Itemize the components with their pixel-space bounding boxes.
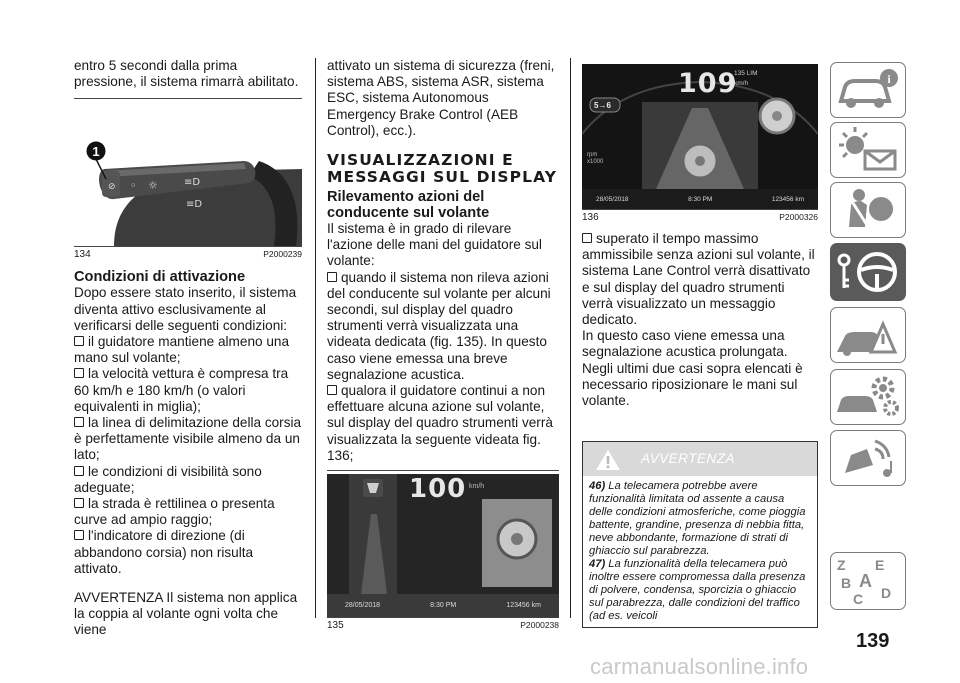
figure-callout: 1 [92,144,100,160]
figure-134-caption [74,246,302,260]
speed-unit: km/h [469,483,485,491]
warning-item-number: 46) [589,480,606,493]
bullet-item: superato il tempo massimo ammissibile senza azioni sul volante, il sistema Lane Control verrà disattivato e sul display del quadro strumenti verrà visualizzato un messaggio dedicato. [582,231,818,328]
figure-number: 136 [582,212,599,223]
page-number: 139 [856,630,890,652]
index-letter: Z [837,557,846,573]
col3-body: In questo caso viene emessa una segnalazione acustica prolungata. Negli ultimi due casi sopra elencati è necessario riposizionare le mani sul volante. [582,328,803,409]
display-date: 28/05/2018 [345,602,381,610]
speed-unit: km/h [734,80,749,87]
svg-text:≡D: ≡D [186,199,203,211]
column-2 [327,58,559,631]
col1-body: Dopo essere stato inserito, il sistema diventa attivo esclusivamente al verificarsi delle seguenti condizioni: [74,285,297,333]
speed-readout: 100 [409,474,467,505]
speed-limit: 135 LIM [734,70,758,77]
sidebar-tab-emergency[interactable] [830,307,906,363]
col1-intro: entro 5 secondi dalla prima pressione, il sistema rimarrà abilitato. [74,58,299,90]
sidebar-tab-starting-driving[interactable] [830,243,906,301]
figure-134-image [74,101,302,246]
display-time: 8:30 PM [430,602,457,610]
gear-indicator: 5→6 [594,101,611,110]
figure-136-image [582,64,818,209]
col2-body: Il sistema è in grado di rilevare l'azione delle mani del guidatore sul volante: [327,221,542,269]
speed-readout: 109 [678,68,738,99]
section-title: VISUALIZZAZIONI E MESSAGGI SUL DISPLAY [327,151,558,187]
figure-135-image [327,474,559,617]
display-odometer: 123456 km [771,195,804,203]
multimedia-icon [831,431,905,485]
svg-text:i: i [887,72,891,86]
svg-text:☼: ☼ [148,179,158,193]
col1-closing: AVVERTENZA Il sistema non applica la coppia al volante ogni volta che viene [74,590,298,638]
figure-136-caption [582,209,818,223]
warning-light-envelope-icon [831,123,905,177]
seatbelt-airbag-icon [831,183,905,237]
index-letter: D [881,585,892,601]
sub-heading: Rilevamento azioni del conducente sul volante [327,189,490,222]
col2-intro: attivato un sistema di sicurezza (freni, sistema ABS, sistema ASR, sistema ESC, sistema Autonomous Emergency Brake Control (AEB Control), ecc.). [327,58,555,138]
warning-box [582,441,818,628]
bullet-item: le condizioni di visibilità sono adeguate; [74,464,302,496]
bullet-item: l'indicatore di direzione (di abbandono corsia) non risulta attivato. [74,528,302,577]
index-letter: E [875,557,885,573]
column-divider [570,58,571,618]
column-divider [315,58,316,618]
index-letter: C [853,591,864,607]
sidebar-tab-dashboard[interactable] [830,62,906,118]
sidebar-tab-maintenance[interactable] [830,369,906,425]
watermark: carmanualsonline.info [590,654,809,679]
car-info-icon [831,63,905,117]
emergency-triangle-icon [831,308,905,362]
bullet-item: la velocità vettura è compresa tra 60 km/h e 180 km/h (o valori equivalenti in miglia); [74,366,302,415]
divider [74,98,302,99]
display-time: 8:30 PM [688,195,713,203]
rpm-label: rpm x1000 [587,152,604,165]
figure-code: P2000238 [520,620,559,631]
bullet-item: qualora il guidatore continui a non effettuare alcuna azione sul volante, sul display del quadro strumenti verrà visualizzata la seguente videata fig. 136; [327,383,559,464]
section-heading: Condizioni di attivazione [74,269,246,286]
bullet-item: quando il sistema non rileva azioni del conducente sul volante per alcuni secondi, sul display del quadro strumenti verrà visualizzata una videata dedicata (fig. 135). In questo caso viene emessa una breve segnalazione acustica. [327,270,559,383]
display-date: 28/05/2018 [596,195,629,203]
sidebar-tab-safety[interactable] [830,182,906,238]
figure-number: 134 [74,249,91,261]
bullet-item: la linea di delimitazione della corsia è perfettamente visibile almeno da un lato; [74,415,302,463]
figure-135-caption [327,617,559,631]
index-letter: B [841,575,852,591]
figure-code: P2000326 [779,212,818,222]
key-steering-wheel-icon [831,244,905,300]
divider [327,470,559,471]
svg-text:◦: ◦ [130,179,137,193]
column-1 [74,58,302,639]
figure-number: 135 [327,620,344,632]
warning-body [583,476,817,627]
sidebar-tab-multimedia[interactable] [830,430,906,486]
sidebar-tab-index[interactable] [830,552,906,610]
warning-item-number: 47) [589,558,606,571]
sidebar-tab-lights-messages[interactable] [830,122,906,178]
warning-header [583,442,817,476]
index-letters-icon [831,553,905,609]
car-gears-icon [831,370,905,424]
bullet-item: la strada è rettilinea o presenta curve ad ampio raggio; [74,496,302,528]
index-letter: A [859,571,872,591]
display-odometer: 123456 km [506,602,541,610]
svg-text:≡D: ≡D [184,177,201,189]
svg-text:⊘: ⊘ [108,182,116,193]
warning-triangle-icon [595,449,621,471]
warning-title: AVVERTENZA [641,451,736,467]
figure-code: P2000239 [263,249,302,260]
bullet-item: il guidatore mantiene almeno una mano sul volante; [74,334,302,366]
warning-item-text: La funzionalità della telecamera può inoltre essere compromessa dalla presenza di polvere, condensa, sporcizia o ghiaccio sul parabrezza, dalle condizioni del traffico (ad es. veicoli [589,558,806,623]
warning-item-text: La telecamera potrebbe avere funzionalità limitata od assente a causa delle condizioni atmosferiche, come pioggia battente, grandine, presenza di nebbia fitta, neve abbondante, formazione di strati di ghiaccio sul parabrezza. [589,480,806,558]
column-3 [582,58,818,628]
